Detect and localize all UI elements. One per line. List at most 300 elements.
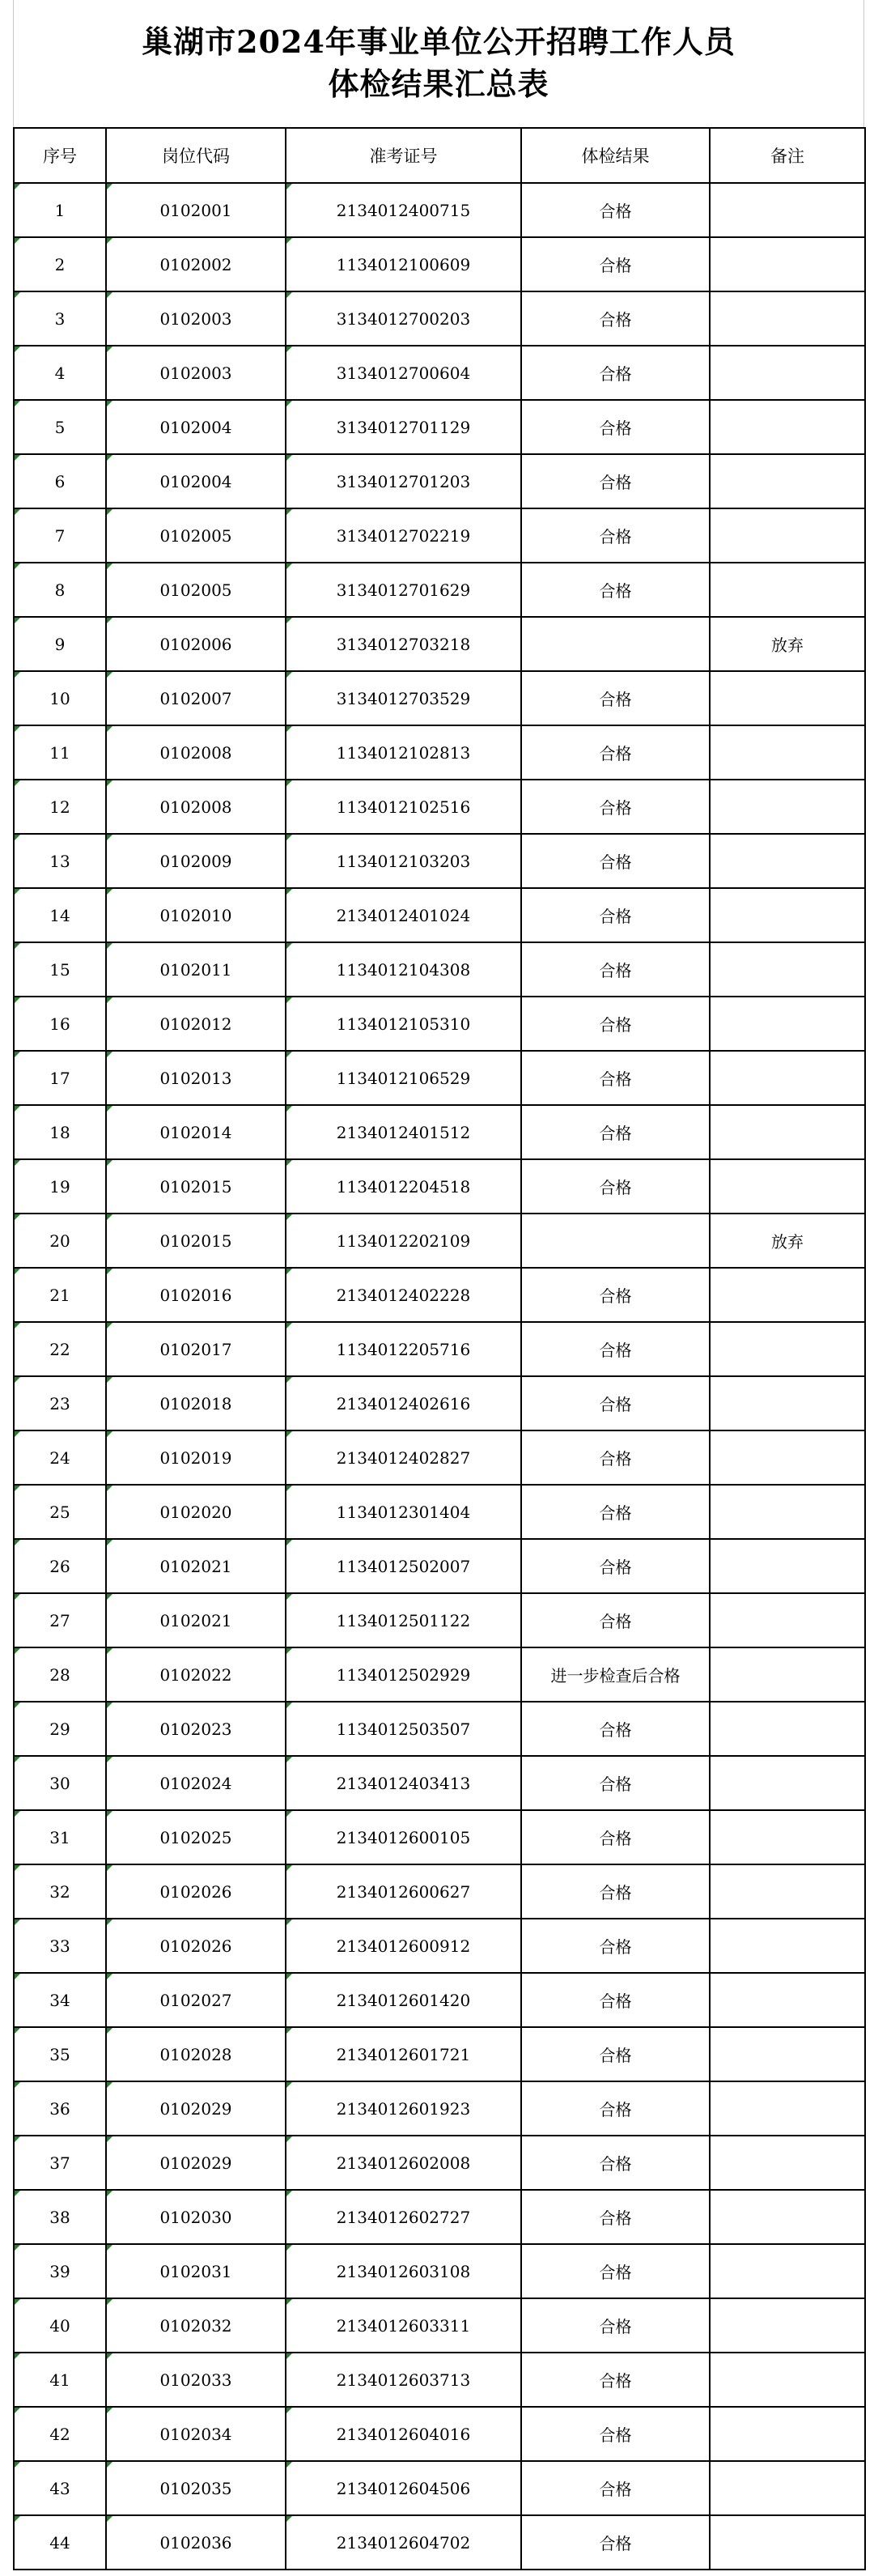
cell-seq-text: 34	[49, 1990, 70, 2010]
text-number-flag-icon	[15, 2299, 20, 2305]
cell-exam-no-text: 3134012701629	[336, 580, 471, 600]
text-number-flag-icon	[15, 1377, 20, 1383]
cell-seq-text: 25	[49, 1502, 70, 1522]
cell-seq-text: 17	[49, 1068, 70, 1088]
text-number-flag-icon	[286, 1431, 292, 1437]
cell-note	[710, 1973, 865, 2027]
cell-exam-no-text: 1134012106529	[336, 1068, 471, 1088]
text-number-flag-icon	[107, 2028, 112, 2034]
cell-note	[710, 2515, 865, 2570]
cell-post-code-text: 0102010	[159, 905, 232, 925]
cell-note	[710, 291, 865, 346]
cell-note	[710, 1756, 865, 1810]
cell-note	[710, 400, 865, 454]
text-number-flag-icon	[107, 2082, 112, 2088]
text-number-flag-icon	[107, 1865, 112, 1871]
cell-note	[710, 1105, 865, 1159]
cell-seq	[14, 1105, 106, 1159]
text-number-flag-icon	[15, 1323, 20, 1328]
text-number-flag-icon	[286, 2299, 292, 2305]
cell-seq	[14, 1268, 106, 1322]
cell-result-text: 合格	[599, 1775, 632, 1794]
cell-exam-no-text: 2134012604016	[336, 2424, 471, 2444]
cell-seq-text: 5	[54, 417, 66, 437]
text-number-flag-icon	[107, 1540, 112, 1545]
cell-post-code	[106, 1756, 286, 1810]
text-number-flag-icon	[15, 889, 20, 895]
cell-result	[521, 2244, 710, 2298]
cell-seq-text: 32	[49, 1881, 70, 1902]
text-number-flag-icon	[286, 1594, 292, 1600]
cell-exam-no-text: 2134012402827	[336, 1447, 471, 1468]
cell-exam-no	[286, 2190, 521, 2244]
cell-note	[710, 1593, 865, 1647]
cell-seq	[14, 1810, 106, 1864]
cell-exam-no	[286, 183, 521, 237]
text-number-flag-icon	[15, 1594, 20, 1600]
cell-note	[710, 1214, 865, 1268]
cell-seq-text: 39	[49, 2261, 70, 2281]
cell-post-code	[106, 2515, 286, 2570]
cell-exam-no	[286, 1485, 521, 1539]
text-number-flag-icon	[107, 997, 112, 1003]
cell-exam-no-text: 2134012603108	[336, 2261, 471, 2281]
cell-exam-no-text: 2134012603713	[336, 2370, 471, 2390]
cell-post-code	[106, 1214, 286, 1268]
cell-seq-text: 24	[49, 1447, 70, 1468]
table-row	[14, 1485, 865, 1539]
cell-note	[710, 1702, 865, 1756]
cell-exam-no	[286, 400, 521, 454]
text-number-flag-icon	[15, 1160, 20, 1166]
cell-exam-no-text: 2134012601721	[336, 2044, 471, 2064]
text-number-flag-icon	[15, 401, 20, 406]
cell-exam-no	[286, 1756, 521, 1810]
cell-result-text: 合格	[599, 744, 632, 763]
cell-note	[710, 1430, 865, 1485]
cell-seq-text: 3	[54, 308, 66, 329]
cell-post-code	[106, 1430, 286, 1485]
cell-seq	[14, 725, 106, 780]
text-number-flag-icon	[15, 2516, 20, 2522]
cell-result-text: 合格	[599, 2208, 632, 2228]
text-number-flag-icon	[107, 455, 112, 461]
cell-seq-text: 33	[49, 1936, 70, 1956]
text-number-flag-icon	[15, 618, 20, 623]
cell-seq-text: 40	[49, 2315, 70, 2336]
text-number-flag-icon	[286, 672, 292, 678]
table-row	[14, 2515, 865, 2570]
cell-exam-no	[286, 1322, 521, 1376]
cell-result	[521, 1919, 710, 1973]
cell-seq	[14, 400, 106, 454]
cell-exam-no-text: 2134012401024	[336, 905, 471, 925]
cell-post-code-text: 0102021	[159, 1610, 232, 1630]
text-number-flag-icon	[286, 2408, 292, 2413]
cell-exam-no	[286, 563, 521, 617]
cell-seq	[14, 237, 106, 291]
cell-exam-no	[286, 454, 521, 508]
cell-exam-no-text: 1134012502929	[336, 1664, 471, 1685]
text-number-flag-icon	[286, 346, 292, 352]
cell-post-code	[106, 725, 286, 780]
cell-exam-no	[286, 1214, 521, 1268]
cell-seq-text: 23	[49, 1393, 70, 1413]
cell-exam-no-text: 2134012602727	[336, 2207, 471, 2227]
cell-result	[521, 2136, 710, 2190]
cell-post-code	[106, 617, 286, 671]
text-number-flag-icon	[107, 726, 112, 732]
table-body	[14, 183, 865, 2570]
table-row	[14, 725, 865, 780]
cell-result	[521, 2407, 710, 2461]
cell-exam-no-text: 3134012701129	[336, 417, 471, 437]
table-row	[14, 1051, 865, 1105]
cell-seq-text: 18	[49, 1122, 70, 1142]
text-number-flag-icon	[107, 835, 112, 840]
cell-exam-no-text: 2134012600105	[336, 1827, 471, 1847]
cell-post-code-text: 0102018	[159, 1393, 232, 1413]
cell-post-code	[106, 1702, 286, 1756]
text-number-flag-icon	[286, 1377, 292, 1383]
cell-exam-no-text: 2134012402616	[336, 1393, 471, 1413]
header-result: 体检结果	[521, 128, 710, 183]
cell-post-code-text: 0102021	[159, 1556, 232, 1576]
cell-post-code-text: 0102033	[159, 2370, 232, 2390]
cell-result	[521, 997, 710, 1051]
cell-exam-no-text: 3134012702219	[336, 525, 471, 546]
text-number-flag-icon	[107, 1811, 112, 1817]
text-number-flag-icon	[107, 1919, 112, 1925]
cell-result-text: 合格	[599, 1395, 632, 1414]
cell-seq	[14, 2027, 106, 2081]
cell-result-text: 合格	[599, 2425, 632, 2445]
cell-post-code-text: 0102017	[159, 1339, 232, 1359]
cell-result-text: 合格	[599, 256, 632, 275]
text-number-flag-icon	[286, 780, 292, 786]
cell-post-code	[106, 291, 286, 346]
cell-result	[521, 1105, 710, 1159]
cell-post-code-text: 0102004	[159, 471, 232, 491]
text-number-flag-icon	[286, 455, 292, 461]
text-number-flag-icon	[15, 726, 20, 732]
text-number-flag-icon	[286, 889, 292, 895]
cell-post-code-text: 0102029	[159, 2153, 232, 2173]
cell-post-code	[106, 1268, 286, 1322]
text-number-flag-icon	[107, 1702, 112, 1708]
cell-seq	[14, 1159, 106, 1214]
cell-post-code	[106, 1376, 286, 1430]
cell-note	[710, 2353, 865, 2407]
cell-seq-text: 38	[49, 2207, 70, 2227]
cell-result	[521, 1539, 710, 1593]
cell-post-code	[106, 2081, 286, 2136]
cell-result	[521, 1159, 710, 1214]
text-number-flag-icon	[107, 2191, 112, 2196]
cell-note	[710, 671, 865, 725]
cell-post-code	[106, 346, 286, 400]
text-number-flag-icon	[286, 1757, 292, 1762]
cell-exam-no	[286, 1864, 521, 1919]
cell-post-code	[106, 1810, 286, 1864]
cell-result-text: 进一步检查后合格	[550, 1666, 681, 1685]
cell-note	[710, 563, 865, 617]
cell-post-code-text: 0102034	[159, 2424, 232, 2444]
text-number-flag-icon	[15, 2408, 20, 2413]
cell-exam-no-text: 2134012403413	[336, 1773, 471, 1793]
cell-exam-no-text: 2134012604702	[336, 2532, 471, 2553]
cell-result-text: 合格	[599, 1937, 632, 1957]
cell-result-text: 合格	[599, 690, 632, 709]
cell-post-code	[106, 1322, 286, 1376]
cell-result-text: 合格	[599, 2371, 632, 2391]
cell-result-text: 合格	[599, 1341, 632, 1360]
table-row	[14, 1376, 865, 1430]
cell-seq-text: 43	[49, 2478, 70, 2498]
cell-result-text: 合格	[599, 2263, 632, 2282]
cell-post-code-text: 0102011	[159, 959, 232, 980]
cell-post-code-text: 0102032	[159, 2315, 232, 2336]
cell-exam-no-text: 2134012402228	[336, 1285, 471, 1305]
cell-exam-no-text: 1134012301404	[336, 1502, 471, 1522]
cell-seq-text: 21	[49, 1285, 70, 1305]
cell-post-code	[106, 888, 286, 942]
text-number-flag-icon	[15, 1431, 20, 1437]
table-row	[14, 346, 865, 400]
cell-result	[521, 834, 710, 888]
text-number-flag-icon	[107, 1377, 112, 1383]
cell-post-code-text: 0102008	[159, 742, 232, 763]
cell-result-text: 合格	[599, 907, 632, 926]
cell-exam-no-text: 2134012401512	[336, 1122, 471, 1142]
cell-note	[710, 1647, 865, 1702]
text-number-flag-icon	[107, 509, 112, 515]
text-number-flag-icon	[286, 2191, 292, 2196]
cell-result	[521, 1051, 710, 1105]
text-number-flag-icon	[15, 1269, 20, 1274]
cell-exam-no	[286, 780, 521, 834]
cell-note	[710, 834, 865, 888]
cell-result	[521, 1756, 710, 1810]
text-number-flag-icon	[286, 184, 292, 189]
text-number-flag-icon	[286, 1052, 292, 1057]
cell-result-text: 合格	[599, 2534, 632, 2553]
cell-seq-text: 6	[54, 471, 66, 491]
cell-post-code	[106, 2244, 286, 2298]
text-number-flag-icon	[286, 1214, 292, 1220]
cell-exam-no-text: 1134012102813	[336, 742, 471, 763]
table-row	[14, 454, 865, 508]
table-row	[14, 888, 865, 942]
header-seq: 序号	[14, 128, 106, 183]
cell-result	[521, 1973, 710, 2027]
cell-result-text: 合格	[599, 473, 632, 492]
cell-post-code-text: 0102012	[159, 1014, 232, 1034]
cell-post-code	[106, 942, 286, 997]
cell-post-code	[106, 454, 286, 508]
text-number-flag-icon	[15, 509, 20, 515]
cell-note-text: 放弃	[771, 635, 804, 655]
text-number-flag-icon	[286, 1160, 292, 1166]
cell-exam-no	[286, 1702, 521, 1756]
cell-post-code	[106, 237, 286, 291]
text-number-flag-icon	[107, 1214, 112, 1220]
cell-note	[710, 1539, 865, 1593]
cell-seq-text: 30	[49, 1773, 70, 1793]
cell-exam-no	[286, 1159, 521, 1214]
cell-result-text: 合格	[599, 1558, 632, 1577]
cell-result	[521, 183, 710, 237]
text-number-flag-icon	[107, 2353, 112, 2359]
table-row	[14, 2353, 865, 2407]
cell-post-code-text: 0102026	[159, 1881, 232, 1902]
cell-post-code-text: 0102019	[159, 1447, 232, 1468]
cell-post-code	[106, 508, 286, 563]
text-number-flag-icon	[286, 509, 292, 515]
cell-post-code-text: 0102004	[159, 417, 232, 437]
cell-seq-text: 9	[54, 634, 66, 654]
cell-exam-no	[286, 942, 521, 997]
cell-note	[710, 237, 865, 291]
text-number-flag-icon	[15, 1702, 20, 1708]
text-number-flag-icon	[15, 1757, 20, 1762]
table-row	[14, 1647, 865, 1702]
cell-note	[710, 183, 865, 237]
cell-exam-no	[286, 671, 521, 725]
cell-result	[521, 2353, 710, 2407]
cell-seq	[14, 2461, 106, 2515]
cell-exam-no	[286, 1105, 521, 1159]
text-number-flag-icon	[15, 2245, 20, 2251]
cell-result-text: 合格	[599, 581, 632, 601]
table-row	[14, 2027, 865, 2081]
text-number-flag-icon	[286, 1323, 292, 1328]
cell-exam-no	[286, 346, 521, 400]
cell-result-text: 合格	[599, 527, 632, 546]
cell-post-code-text: 0102006	[159, 634, 232, 654]
cell-post-code-text: 0102028	[159, 2044, 232, 2064]
cell-result-text: 合格	[599, 419, 632, 438]
text-number-flag-icon	[107, 2408, 112, 2413]
cell-post-code	[106, 1647, 286, 1702]
table-row	[14, 997, 865, 1051]
cell-post-code-text: 0102035	[159, 2478, 232, 2498]
text-number-flag-icon	[15, 997, 20, 1003]
cell-exam-no-text: 1134012103203	[336, 851, 471, 871]
text-number-flag-icon	[107, 2245, 112, 2251]
text-number-flag-icon	[107, 943, 112, 949]
cell-exam-no-text: 2134012600912	[336, 1936, 471, 1956]
cell-post-code	[106, 1919, 286, 1973]
cell-exam-no-text: 3134012700604	[336, 363, 471, 383]
table-row	[14, 2190, 865, 2244]
cell-note	[710, 780, 865, 834]
cell-result-text: 合格	[599, 1503, 632, 1523]
text-number-flag-icon	[107, 292, 112, 298]
cell-seq-text: 19	[49, 1176, 70, 1197]
cell-seq	[14, 1864, 106, 1919]
cell-result	[521, 2081, 710, 2136]
cell-result-text: 合格	[599, 1612, 632, 1631]
cell-post-code-text: 0102008	[159, 797, 232, 817]
text-number-flag-icon	[107, 2136, 112, 2142]
cell-seq-text: 4	[54, 363, 66, 383]
text-number-flag-icon	[286, 238, 292, 244]
cell-result-text: 合格	[599, 1883, 632, 1902]
cell-exam-no-text: 2134012400715	[336, 200, 471, 220]
cell-post-code	[106, 1539, 286, 1593]
text-number-flag-icon	[286, 618, 292, 623]
cell-seq	[14, 2190, 106, 2244]
cell-note	[710, 1919, 865, 1973]
cell-note	[710, 346, 865, 400]
results-table	[13, 127, 866, 2570]
text-number-flag-icon	[286, 1106, 292, 1112]
text-number-flag-icon	[286, 2353, 292, 2359]
cell-result-text: 合格	[599, 1178, 632, 1197]
table-row	[14, 2244, 865, 2298]
cell-seq-text: 8	[54, 580, 66, 600]
cell-result	[521, 1268, 710, 1322]
cell-note	[710, 508, 865, 563]
cell-post-code-text: 0102026	[159, 1936, 232, 1956]
cell-exam-no-text: 1134012102516	[336, 797, 471, 817]
text-number-flag-icon	[107, 618, 112, 623]
table-row	[14, 1973, 865, 2027]
cell-seq-text: 31	[49, 1827, 70, 1847]
text-number-flag-icon	[15, 1052, 20, 1057]
cell-exam-no-text: 2134012604506	[336, 2478, 471, 2498]
cell-exam-no	[286, 508, 521, 563]
header-note: 备注	[710, 128, 865, 183]
table-row	[14, 1105, 865, 1159]
text-number-flag-icon	[286, 563, 292, 569]
cell-seq	[14, 2244, 106, 2298]
cell-exam-no-text: 2134012603311	[336, 2315, 471, 2336]
cell-exam-no	[286, 1810, 521, 1864]
text-number-flag-icon	[286, 2245, 292, 2251]
cell-exam-no	[286, 725, 521, 780]
cell-note	[710, 1051, 865, 1105]
cell-exam-no	[286, 2081, 521, 2136]
text-number-flag-icon	[107, 1160, 112, 1166]
cell-seq-text: 11	[49, 742, 70, 763]
table-row	[14, 2407, 865, 2461]
cell-seq	[14, 617, 106, 671]
cell-exam-no	[286, 1919, 521, 1973]
cell-result	[521, 1593, 710, 1647]
cell-exam-no	[286, 1647, 521, 1702]
cell-note	[710, 2298, 865, 2353]
cell-exam-no-text: 3134012701203	[336, 471, 471, 491]
cell-exam-no-text: 3134012703218	[336, 634, 471, 654]
cell-note	[710, 1864, 865, 1919]
cell-seq-text: 27	[49, 1610, 70, 1630]
cell-post-code-text: 0102001	[159, 200, 232, 220]
text-number-flag-icon	[286, 997, 292, 1003]
cell-post-code-text: 0102003	[159, 308, 232, 329]
text-number-flag-icon	[107, 401, 112, 406]
text-number-flag-icon	[286, 2028, 292, 2034]
cell-exam-no-text: 1134012204518	[336, 1176, 471, 1197]
text-number-flag-icon	[286, 292, 292, 298]
cell-post-code	[106, 563, 286, 617]
cell-post-code	[106, 2136, 286, 2190]
cell-note	[710, 2244, 865, 2298]
cell-result	[521, 725, 710, 780]
cell-note	[710, 725, 865, 780]
text-number-flag-icon	[15, 238, 20, 244]
